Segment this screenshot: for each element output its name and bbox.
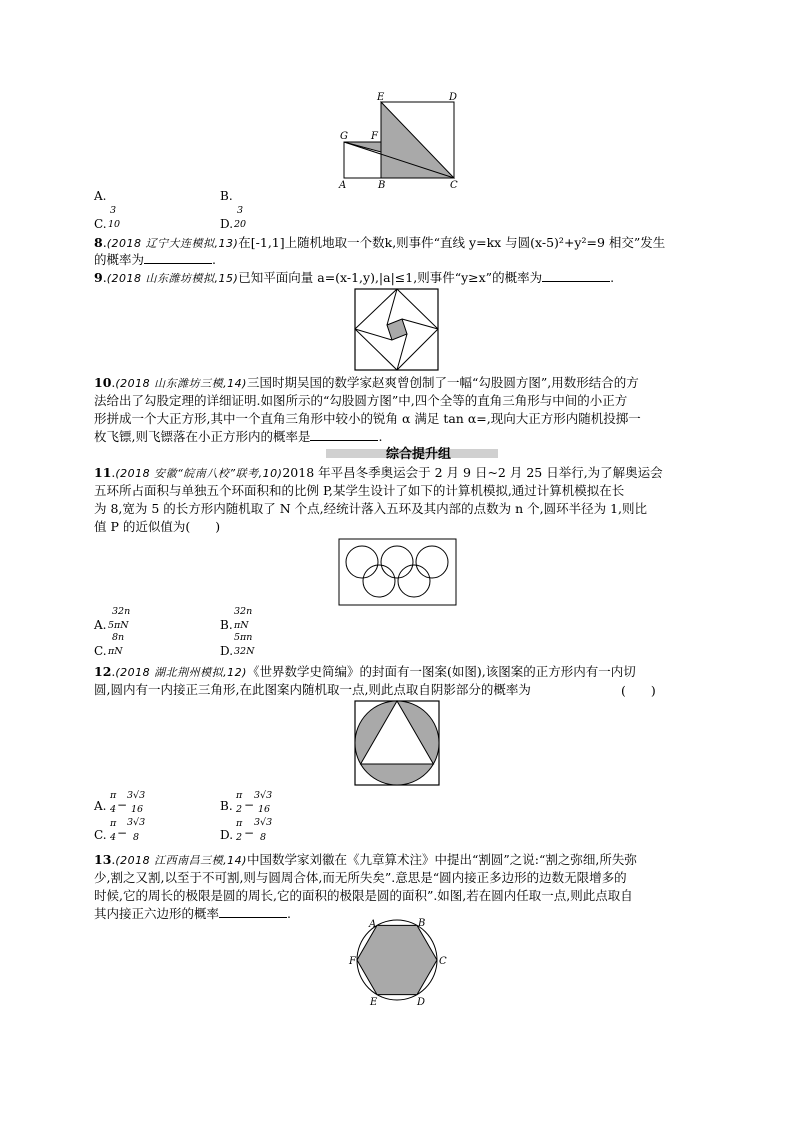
q11-option-c-num: 8n xyxy=(112,632,125,643)
q11-source: (2018 安徽“皖南八校”联考,10) xyxy=(115,467,283,480)
q13-label-b: B xyxy=(418,918,426,929)
q10-line-2 xyxy=(94,392,706,409)
q10-small-square xyxy=(387,319,407,340)
q13-label-c: C xyxy=(439,956,447,967)
q7-label-a: A xyxy=(339,180,347,190)
q13-text-1: 中国数学家刘徽在《九章算术注》中提出“割圆”之说:“割之弥细,所失弥 xyxy=(246,852,637,867)
q11-ring-1 xyxy=(346,546,378,578)
q13-label-d: D xyxy=(417,997,426,1006)
q12-text-1: 《世界数学史简编》的封面有一图案(如图),该图案的正方形内有一内切 xyxy=(246,664,636,679)
q7-option-c[interactable]: C. xyxy=(94,217,107,231)
q12-option-b[interactable]: B. xyxy=(220,799,233,813)
q7-label-f: F xyxy=(371,131,378,142)
q11-option-a[interactable]: A. xyxy=(94,618,107,632)
q12-option-c-pi-den: 4 xyxy=(110,832,117,843)
q9-source: (2018 山东潍坊模拟,15) xyxy=(106,272,239,285)
q11-option-a-den: 5πN xyxy=(108,620,129,631)
q11-option-d-den: 32N xyxy=(234,646,255,657)
q11-text-3: 为 8,宽为 5 的长方形内随机取了 N 个点,经统计落入五环及其内部的点数为 n 个,圆环半径为 1,则比 xyxy=(94,501,648,516)
q10-line-4: 枚飞镖,则飞镖落在小正方形内的概率是 . xyxy=(94,429,383,444)
q12-option-d-pi: π xyxy=(236,818,243,829)
q13-source: (2018 江西南昌三模,14) xyxy=(115,854,247,867)
q12-option-c-num: 3√3 xyxy=(127,817,146,828)
q12-option-d-minus: − xyxy=(244,826,255,840)
q7-label-g: G xyxy=(340,131,348,142)
q12-source: (2018 湖北荆州模拟,12) xyxy=(115,666,247,679)
q11-option-b[interactable]: B. xyxy=(220,618,233,632)
q12-option-a-minus: − xyxy=(117,798,128,812)
q7-option-d-den: 20 xyxy=(234,219,247,230)
q10-line-1: 10.(2018 山东潍坊三模,14)三国时期吴国的数学家赵爽曾创制了一幅“勾股圆方图”,用数形结合的方 xyxy=(94,375,639,390)
q7-shaded-triangle-large xyxy=(381,102,454,178)
q10-text-1: 三国时期吴国的数学家赵爽曾创制了一幅“勾股圆方图”,用数形结合的方 xyxy=(246,375,639,390)
q11-option-c[interactable]: C. xyxy=(94,644,107,658)
q12-answer-paren[interactable]: ( ) xyxy=(621,683,656,698)
q10-text-4: 枚飞镖,则飞镖落在小正方形内的概率是 xyxy=(94,429,311,444)
q13-line-2 xyxy=(94,869,706,886)
q12-option-b-num: 3√3 xyxy=(254,790,273,801)
q12-number: 12 xyxy=(94,664,112,679)
q12-option-c-pi: π xyxy=(110,818,117,829)
q12-option-b-minus: − xyxy=(244,798,255,812)
q7-label-b: B xyxy=(378,180,386,190)
q12-option-a-pi-den: 4 xyxy=(110,804,117,815)
q7-label-d: D xyxy=(449,92,458,103)
q7-option-d-num: 3 xyxy=(237,205,244,216)
q8-text-1: 在[-1,1]上随机地取一个数k,则事件“直线 y=kx 与圆(x-5)²+y²=9 相交”发生 xyxy=(238,235,666,250)
section-header xyxy=(326,443,498,461)
q13-text-4: 其内接正六边形的概率 xyxy=(94,906,220,921)
q7-figure xyxy=(335,90,465,190)
q12-line-2 xyxy=(94,681,706,698)
q13-label-f: F xyxy=(349,956,356,967)
q10-answer-blank[interactable] xyxy=(310,428,378,441)
q12-option-d[interactable]: D. xyxy=(220,828,234,842)
q7-option-c-num: 3 xyxy=(110,205,117,216)
q13-text-3: 时候,它的周长的极限是圆的周长,它的面积的极限是圆的面积”.如图,若在圆内任取一点,则此点取自 xyxy=(94,888,633,903)
q11-line-3 xyxy=(94,500,706,517)
q12-option-d-den: 8 xyxy=(260,832,267,843)
q11-option-d[interactable]: D. xyxy=(220,644,234,658)
q13-line-3 xyxy=(94,887,706,904)
q11-number: 11 xyxy=(94,465,112,480)
q12-option-c-den: 8 xyxy=(133,832,140,843)
q12-option-a-den: 16 xyxy=(131,804,144,815)
q10-figure xyxy=(354,288,440,372)
q12-figure xyxy=(354,700,440,786)
q7-option-b[interactable]: B. xyxy=(220,189,233,203)
q9-number: 9 xyxy=(94,270,103,285)
q11-ring-5 xyxy=(398,565,430,597)
q13-line-4: 其内接正六边形的概率 . xyxy=(94,906,291,921)
q11-line-2 xyxy=(94,482,706,499)
q12-option-a-pi: π xyxy=(110,790,117,801)
section-title: 综合提升组 xyxy=(386,447,452,462)
q12-option-a[interactable]: A. xyxy=(94,799,107,813)
q12-option-d-num: 3√3 xyxy=(254,817,273,828)
q12-line-1: 12.(2018 湖北荆州模拟,12)《世界数学史简编》的封面有一图案(如图),该图案的正方形内有一内切 xyxy=(94,664,636,679)
q11-ring-4 xyxy=(363,565,395,597)
q8-source: (2018 辽宁大连模拟,13) xyxy=(106,237,239,250)
q10-text-2: 法给出了勾股定理的详细证明.如图所示的“勾股圆方图”中,四个全等的直角三角形与中间的小正方 xyxy=(94,393,628,408)
q8-text-2: 的概率为 xyxy=(94,252,145,267)
q11-ring-3 xyxy=(416,546,448,578)
q7-option-c-den: 10 xyxy=(108,219,121,230)
q12-option-b-pi-den: 2 xyxy=(236,804,243,815)
q11-text-1: 2018 年平昌冬季奥运会于 2 月 9 日~2 月 25 日举行,为了解奥运会 xyxy=(282,465,663,480)
q10-number: 10 xyxy=(94,375,112,390)
q10-line-3 xyxy=(94,410,706,427)
q7-label-e: E xyxy=(377,92,385,103)
q8-line-2: 的概率为 . xyxy=(94,252,216,267)
q11-text-4: 值 P 的近似值为( ) xyxy=(94,519,221,534)
q7-label-c: C xyxy=(450,180,458,190)
q12-option-c[interactable]: C. xyxy=(94,828,107,842)
q13-label-e: E xyxy=(370,997,378,1006)
q11-option-a-num: 32n xyxy=(112,606,131,617)
q9-answer-blank[interactable] xyxy=(542,269,610,282)
q13-figure xyxy=(345,918,449,1006)
q12-option-d-pi-den: 2 xyxy=(236,832,243,843)
q11-line-4 xyxy=(94,518,706,535)
q8-line-1: 8.(2018 辽宁大连模拟,13)在[-1,1]上随机地取一个数k,则事件“直线 y=kx 与圆(x-5)²+y²=9 相交”发生 xyxy=(94,235,666,250)
q13-line-1: 13.(2018 江西南昌三模,14)中国数学家刘徽在《九章算术注》中提出“割圆”之说:“割之弥细,所失弥 xyxy=(94,852,637,867)
q13-label-a: A xyxy=(369,919,377,930)
q12-option-a-num: 3√3 xyxy=(127,790,146,801)
q12-text-2: 圆,圆内有一内接正三角形,在此图案内随机取一点,则此点取自阴影部分的概率为 xyxy=(94,682,531,697)
q11-rectangle xyxy=(339,539,456,605)
q10-text-3: 形拼成一个大正方形,其中一个直角三角形中较小的锐角 α 满足 tan α=,现向大正方形内随机投掷一 xyxy=(94,411,641,426)
q11-figure xyxy=(338,538,458,608)
q8-number: 8 xyxy=(94,235,103,250)
q11-text-2: 五环所占面积与单独五个环面积和的比例 P,某学生设计了如下的计算机模拟,通过计算机模拟在长 xyxy=(94,483,625,498)
q8-answer-blank[interactable] xyxy=(144,251,212,264)
q7-option-a[interactable]: A. xyxy=(94,189,107,203)
q10-source: (2018 山东潍坊三模,14) xyxy=(115,377,247,390)
q11-ring-2 xyxy=(381,546,413,578)
q11-option-b-den: πN xyxy=(234,620,249,631)
q11-option-b-num: 32n xyxy=(234,606,253,617)
q7-option-d[interactable]: D. xyxy=(220,217,234,231)
q12-option-c-minus: − xyxy=(117,826,128,840)
q12-option-b-den: 16 xyxy=(258,804,271,815)
q11-line-1: 11.(2018 安徽“皖南八校”联考,10)2018 年平昌冬季奥运会于 2 月 9 日~2 月 25 日举行,为了解奥运会 xyxy=(94,465,663,480)
q9-line-1: 9.(2018 山东潍坊模拟,15)已知平面向量 a=(x-1,y),|a|≤1,则事件“y≥x”的概率为 . xyxy=(94,270,615,285)
q9-text: 已知平面向量 a=(x-1,y),|a|≤1,则事件“y≥x”的概率为 xyxy=(238,270,543,285)
q12-option-b-pi: π xyxy=(236,790,243,801)
q11-option-c-den: πN xyxy=(108,646,123,657)
q13-number: 13 xyxy=(94,852,112,867)
q13-text-2: 少,割之又割,以至于不可割,则与圆周合体,而无所失矣”.意思是“圆内接正多边形的边数无限增多的 xyxy=(94,870,627,885)
q11-option-d-num: 5πn xyxy=(234,632,253,643)
q13-hexagon xyxy=(357,925,437,994)
q13-answer-blank[interactable] xyxy=(219,905,287,918)
